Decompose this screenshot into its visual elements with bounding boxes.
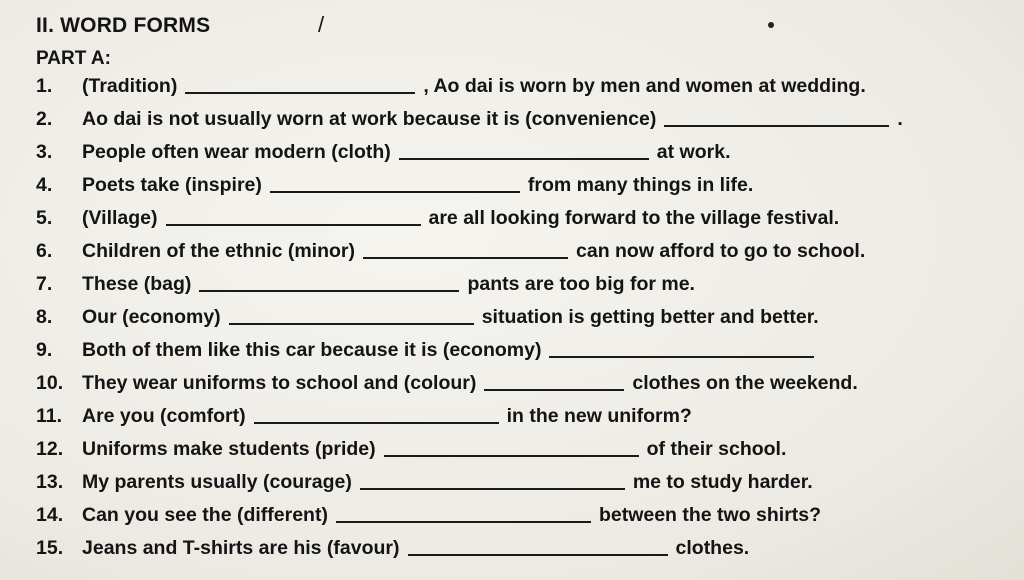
exercise-item: 5. (Village) are all looking forward to the village festival. — [36, 207, 840, 229]
ink-dot — [768, 22, 774, 28]
exercise-item: 14. Can you see the (different) between the two shirts? — [36, 504, 822, 526]
answer-blank[interactable] — [549, 338, 814, 358]
answer-blank[interactable] — [664, 107, 889, 127]
exercise-item: 11. Are you (comfort) in the new uniform? — [36, 405, 692, 427]
answer-blank[interactable] — [270, 173, 520, 193]
answer-blank[interactable] — [185, 74, 415, 94]
exercise-item: 3. People often wear modern (cloth) at work. — [36, 141, 731, 163]
exercise-item: 8. Our (economy) situation is getting better and better. — [36, 306, 819, 328]
section-heading: II. WORD FORMS — [36, 14, 211, 37]
answer-blank[interactable] — [363, 239, 568, 259]
answer-blank[interactable] — [384, 437, 639, 457]
exercise-item: 9. Both of them like this car because it is (economy) — [36, 330, 822, 362]
exercise-item: 10. They wear uniforms to school and (colour) clothes on the weekend. — [36, 372, 858, 394]
exercise-item: 4. Poets take (inspire) from many things in life. — [36, 174, 754, 196]
exercise-item: 12. Uniforms make students (pride) of their school. — [36, 438, 787, 460]
exercise-item: 7. These (bag) pants are too big for me. — [36, 273, 695, 295]
exercise-item: 1. (Tradition) , Ao dai is worn by men and women at wedding. — [36, 75, 866, 97]
answer-blank[interactable] — [336, 503, 591, 523]
answer-blank[interactable] — [484, 371, 624, 391]
answer-blank[interactable] — [408, 536, 668, 556]
stray-mark: / — [318, 12, 325, 37]
answer-blank[interactable] — [229, 305, 474, 325]
answer-blank[interactable] — [360, 470, 625, 490]
exercise-item: 13. My parents usually (courage) me to study harder. — [36, 471, 813, 493]
answer-blank[interactable] — [166, 206, 421, 226]
part-label: PART A: — [36, 48, 111, 69]
exercise-item: 15. Jeans and T-shirts are his (favour) clothes. — [36, 537, 750, 559]
exercise-item: 2. Ao dai is not usually worn at work because it is (convenience) . — [36, 108, 903, 130]
answer-blank[interactable] — [254, 404, 499, 424]
answer-blank[interactable] — [399, 140, 649, 160]
answer-blank[interactable] — [199, 272, 459, 292]
exercise-item: 6. Children of the ethnic (minor) can now afford to go to school. — [36, 240, 866, 262]
